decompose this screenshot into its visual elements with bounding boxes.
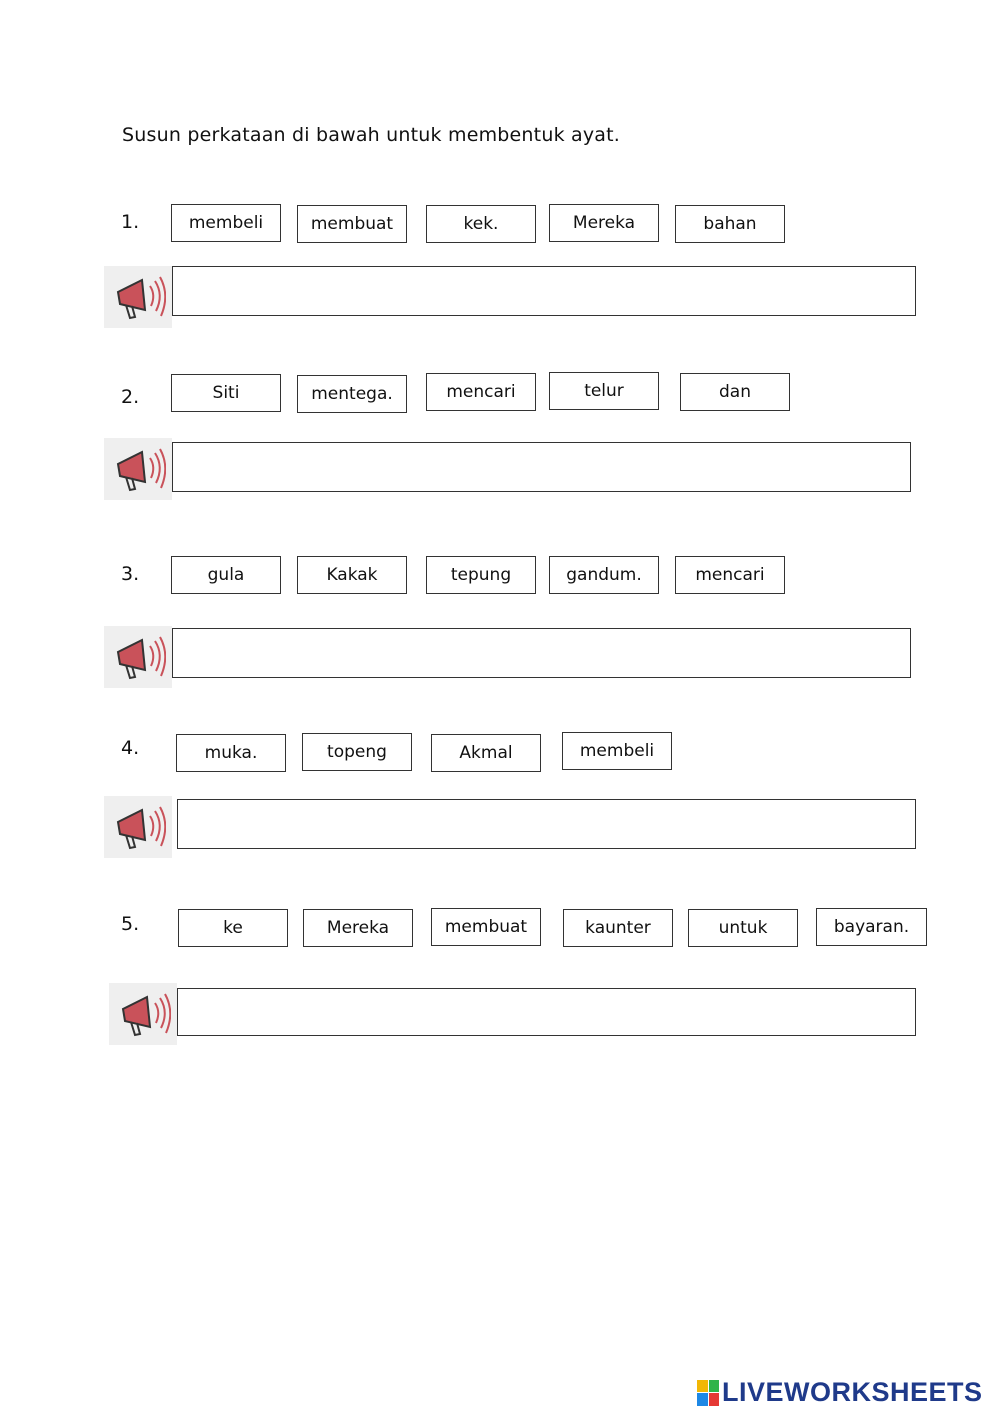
word-tile[interactable]: membeli <box>171 204 281 242</box>
megaphone-icon <box>112 800 166 854</box>
word-tile[interactable]: bayaran. <box>816 908 927 946</box>
megaphone-icon <box>112 630 166 684</box>
word-tile[interactable]: gandum. <box>549 556 659 594</box>
megaphone-icon <box>112 270 166 324</box>
answer-field[interactable] <box>177 799 916 849</box>
question-number: 2. <box>121 386 140 408</box>
word-tile[interactable]: membuat <box>297 205 407 243</box>
word-tile[interactable]: mentega. <box>297 375 407 413</box>
word-tile[interactable]: gula <box>171 556 281 594</box>
word-tile[interactable]: tepung <box>426 556 536 594</box>
word-tile[interactable]: membeli <box>562 732 672 770</box>
word-tile[interactable]: Mereka <box>303 909 413 947</box>
word-tile[interactable]: muka. <box>176 734 286 772</box>
question-number: 4. <box>121 737 140 759</box>
word-tile[interactable]: ke <box>178 909 288 947</box>
instruction-text: Susun perkataan di bawah untuk membentuk ayat. <box>122 124 621 146</box>
speaker-button[interactable] <box>104 626 172 688</box>
speaker-button[interactable] <box>104 266 172 328</box>
word-tile[interactable]: untuk <box>688 909 798 947</box>
logo-badge-icon <box>697 1380 719 1406</box>
answer-field[interactable] <box>172 442 911 492</box>
speaker-button[interactable] <box>104 438 172 500</box>
question-number: 5. <box>121 913 140 935</box>
brand-name: LIVEWORKSHEETS <box>722 1377 983 1407</box>
word-tile[interactable]: Akmal <box>431 734 541 772</box>
answer-field[interactable] <box>172 266 916 316</box>
speaker-button[interactable] <box>104 796 172 858</box>
answer-field[interactable] <box>177 988 916 1036</box>
word-tile[interactable]: kaunter <box>563 909 673 947</box>
word-tile[interactable]: mencari <box>426 373 536 411</box>
word-tile[interactable]: telur <box>549 372 659 410</box>
word-tile[interactable]: topeng <box>302 733 412 771</box>
word-tile[interactable]: kek. <box>426 205 536 243</box>
word-tile[interactable]: membuat <box>431 908 541 946</box>
word-tile[interactable]: Mereka <box>549 204 659 242</box>
word-tile[interactable]: Siti <box>171 374 281 412</box>
word-tile[interactable]: Kakak <box>297 556 407 594</box>
question-number: 3. <box>121 563 140 585</box>
speaker-button[interactable] <box>109 983 177 1045</box>
answer-field[interactable] <box>172 628 911 678</box>
word-tile[interactable]: dan <box>680 373 790 411</box>
megaphone-icon <box>117 987 171 1041</box>
word-tile[interactable]: mencari <box>675 556 785 594</box>
word-tile[interactable]: bahan <box>675 205 785 243</box>
question-number: 1. <box>121 211 140 233</box>
liveworksheets-logo <box>697 1377 983 1408</box>
megaphone-icon <box>112 442 166 496</box>
